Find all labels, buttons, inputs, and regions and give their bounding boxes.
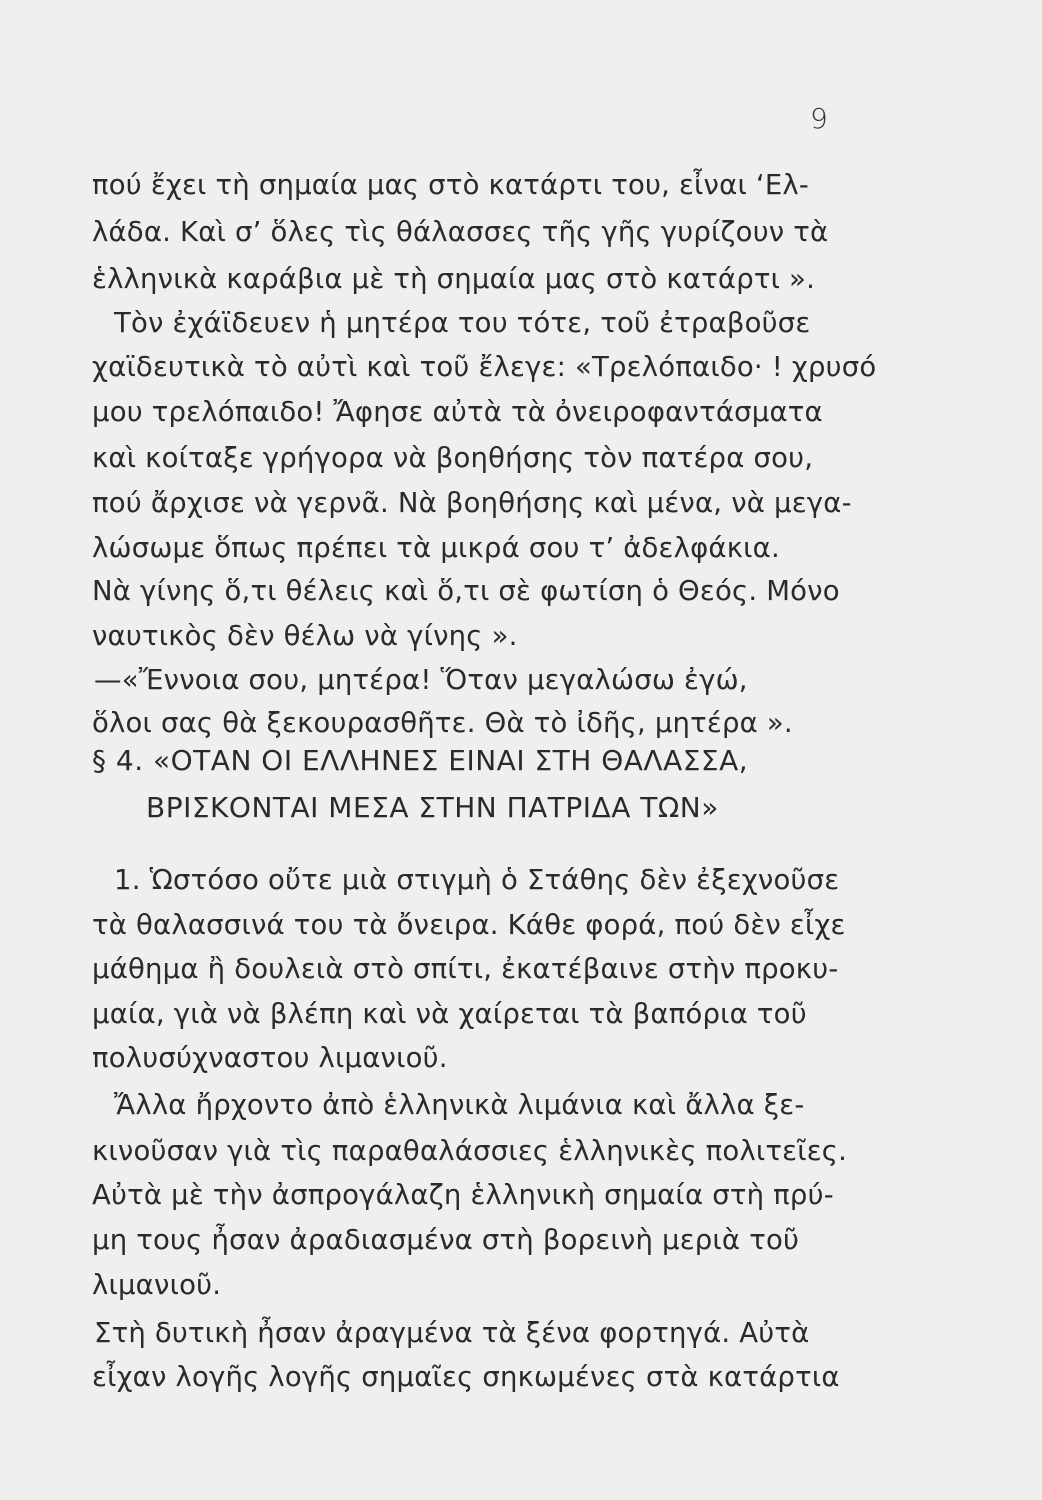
text-line: πολυσύχναστου λιμανιοῦ. <box>92 1042 448 1074</box>
text-line: μαία, γιὰ νὰ βλέπη καὶ νὰ χαίρεται τὰ βαπόρια τοῦ <box>92 998 807 1030</box>
text-line: λώσωμε ὅπως πρέπει τὰ μικρά σου τ’ ἀδελφάκια. <box>92 532 780 564</box>
text-line: ὅλοι σας θὰ ξεκουρασθῆτε. Θὰ τὸ ἰδῆς, μητέρα ». <box>92 707 793 739</box>
text-line: λιμανιοῦ. <box>92 1269 222 1301</box>
section-heading-line-1: § 4. «ΟΤΑΝ ΟΙ ΕΛΛΗΝΕΣ ΕΙΝΑΙ ΣΤΗ ΘΑΛΑΣΣΑ, <box>92 744 749 777</box>
text-line: εἶχαν λογῆς λογῆς σημαῖες σηκωμένες στὰ κατάρτια <box>92 1361 840 1393</box>
text-line: χαϊδευτικὰ τὸ αὐτὶ καὶ τοῦ ἔλεγε: «Τρελόπαιδο· ! χρυσό <box>92 351 877 383</box>
text-line: Τὸν ἐχάϊδευεν ἡ μητέρα του τότε, τοῦ ἐτραβοῦσε <box>114 307 811 339</box>
text-line: καὶ κοίταξε γρήγορα νὰ βοηθήσης τὸν πατέρα σου, <box>92 442 814 474</box>
text-line: Νὰ γίνης ὅ,τι θέλεις καὶ ὅ,τι σὲ φωτίση ὁ Θεός. Μόνο <box>92 575 840 607</box>
text-line: κινοῦσαν γιὰ τὶς παραθαλάσσιες ἑλληνικὲς πολιτεῖες. <box>92 1135 848 1167</box>
text-line: ἑλληνικὰ καράβια μὲ τὴ σημαία μας στὸ κατάρτι ». <box>92 263 816 295</box>
text-line: ναυτικὸς δὲν θέλω νὰ γίνης ». <box>92 620 518 652</box>
text-line: Ἄλλα ἤρχοντο ἀπὸ ἑλληνικὰ λιμάνια καὶ ἄλλα ξε- <box>114 1089 805 1121</box>
text-line: Αὐτὰ μὲ τὴν ἀσπρογάλαζη ἑλληνικὴ σημαία στὴ πρύ- <box>92 1179 834 1211</box>
text-line: —«Ἔννοια σου, μητέρα! Ὅταν μεγαλώσω ἐγώ, <box>94 664 748 696</box>
text-line: πού ἔχει τὴ σημαία μας στὸ κατάρτι του, εἶναι ‘Ελ- <box>92 169 810 201</box>
text-line: λάδα. Καὶ σ’ ὅλες τὶς θάλασσες τῆς γῆς γυρίζουν τὰ <box>92 216 829 248</box>
text-line: 1. Ὡστόσο οὔτε μιὰ στιγμὴ ὁ Στάθης δὲν ἐξεχνοῦσε <box>114 864 840 896</box>
section-heading-line-2: ΒΡΙΣΚΟΝΤΑΙ ΜΕΣΑ ΣΤΗΝ ΠΑΤΡΙΔΑ ΤΩΝ» <box>146 791 719 824</box>
text-line: τὰ θαλασσινά του τὰ ὄνειρα. Κάθε φορά, πού δὲν εἶχε <box>92 909 846 941</box>
page-number: 9 <box>810 102 828 135</box>
text-line: μη τους ἦσαν ἀραδιασμένα στὴ βορεινὴ μεριὰ τοῦ <box>92 1224 800 1256</box>
text-line: μάθημα ἢ δουλειὰ στὸ σπίτι, ἐκατέβαινε στὴν προκυ- <box>92 953 839 985</box>
text-line: Στὴ δυτικὴ ἦσαν ἀραγμένα τὰ ξένα φορτηγά. Αὐτὰ <box>94 1317 810 1349</box>
text-line: πού ἄρχισε νὰ γερνᾶ. Νὰ βοηθήσης καὶ μένα, νὰ μεγα- <box>92 487 852 519</box>
text-line: μου τρελόπαιδο! Ἄφησε αὐτὰ τὰ ὀνειροφαντάσματα <box>92 396 823 428</box>
